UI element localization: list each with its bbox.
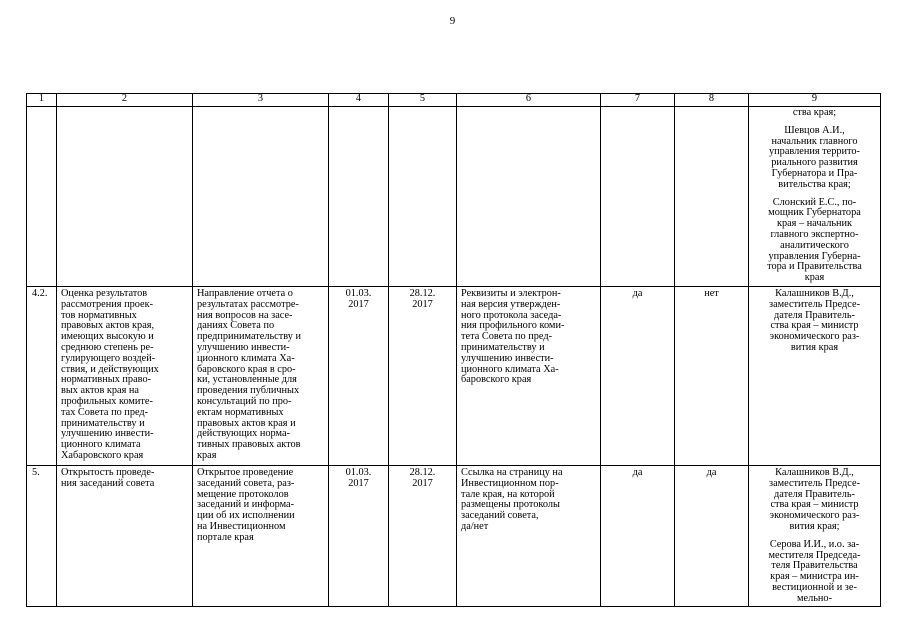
header-cell: 3 [193,94,329,107]
header-cell: 7 [601,94,675,107]
empty-cell [601,107,675,287]
result-document: Ссылка на страницу на Инвестиционном пор- тале края, на которой размещены протоколы заседаний совета, да/нет [457,466,601,607]
col7-value: да [601,287,675,466]
responsible-cell: Калашников В.Д., заместитель Предсе- дателя Правитель- ства края – министр экономического раз- вития края [749,287,881,466]
result-document: Реквизиты и электрон- ная версия утвержден- ного протокола заседа- ния профильного коми- тета Совета по пред- принимательству и улучшению инвести- ционного климата Ха- баровского края [457,287,601,466]
start-date: 01.03. 2017 [329,287,389,466]
responsible-entry: ства края; [792,107,837,118]
header-cell: 8 [675,94,749,107]
col8-value: да [675,466,749,607]
header-cell: 9 [749,94,881,107]
col7-value: да [601,466,675,607]
page-number: 9 [449,15,456,27]
measure-name: Открытость проведе- ния заседаний совета [57,466,193,607]
start-date: 01.03. 2017 [329,466,389,607]
header-cell: 5 [389,94,457,107]
header-cell: 2 [57,94,193,107]
measure-name: Оценка результатов рассмотрения проек- тов нормативных правовых актов края, имеющих высокую и среднюю степень ре- гулирующего воздей- ствия, и действующих нормативных право- вых актов края на профильных комите- тах Совета по пред- принимательству и улучшению инвести- ционного климата Хабаровского края [57,287,193,466]
responsible-entry: Слонский Е.С., по- мощник Губернатора края – начальник главного экспертно- аналитического управления Губерна- тора и Правительства края [767,196,862,284]
header-cell: 1 [27,94,57,107]
item-number: 5. [27,466,57,607]
col8-value: нет [675,287,749,466]
header-cell: 6 [457,94,601,107]
item-number: 4.2. [27,287,57,466]
empty-cell [675,107,749,287]
table-row [27,107,881,287]
measure-content: Направление отчета о результатах рассмотре- ния вопросов на засе- даниях Совета по предпринимательству и улучшению инвести- ционного климата Ха- баровского края в сро- ки, установленные для проведения публичных консультаций по про- ектам нормативных правовых актов края и действующих норма- тивных правовых актов края [193,287,329,466]
empty-cell [57,107,193,287]
empty-cell [457,107,601,287]
responsible-entry: Шевцов А.И., начальник главного управления террито- риального развития Губернатора и Пра- вительства края; [769,124,860,190]
responsible-clip [753,468,876,605]
empty-cell [389,107,457,287]
responsible-entry: Серова И.И., и.о. за- местителя Председа- теля Правительства края – министра ин- вестиционной и зе- мельно- [768,538,861,604]
plan-table [26,93,881,607]
responsible-entry: Калашников В.Д., заместитель Предсе- дателя Правитель- ства края – министр экономического раз- вития края; [769,468,860,532]
end-date: 28.12. 2017 [389,466,457,607]
table-row [27,287,881,466]
responsible-cell [749,107,881,287]
header-cell: 4 [329,94,389,107]
end-date: 28.12. 2017 [389,287,457,466]
responsible-cell [749,466,881,607]
empty-cell [329,107,389,287]
empty-cell [193,107,329,287]
measure-content: Открытое проведение заседаний совета, раз- мещение протоколов заседаний и информа- ции об их исполнении на Инвестиционном портале края [193,466,329,607]
empty-cell [27,107,57,287]
header-row [27,94,881,107]
table-row [27,466,881,607]
